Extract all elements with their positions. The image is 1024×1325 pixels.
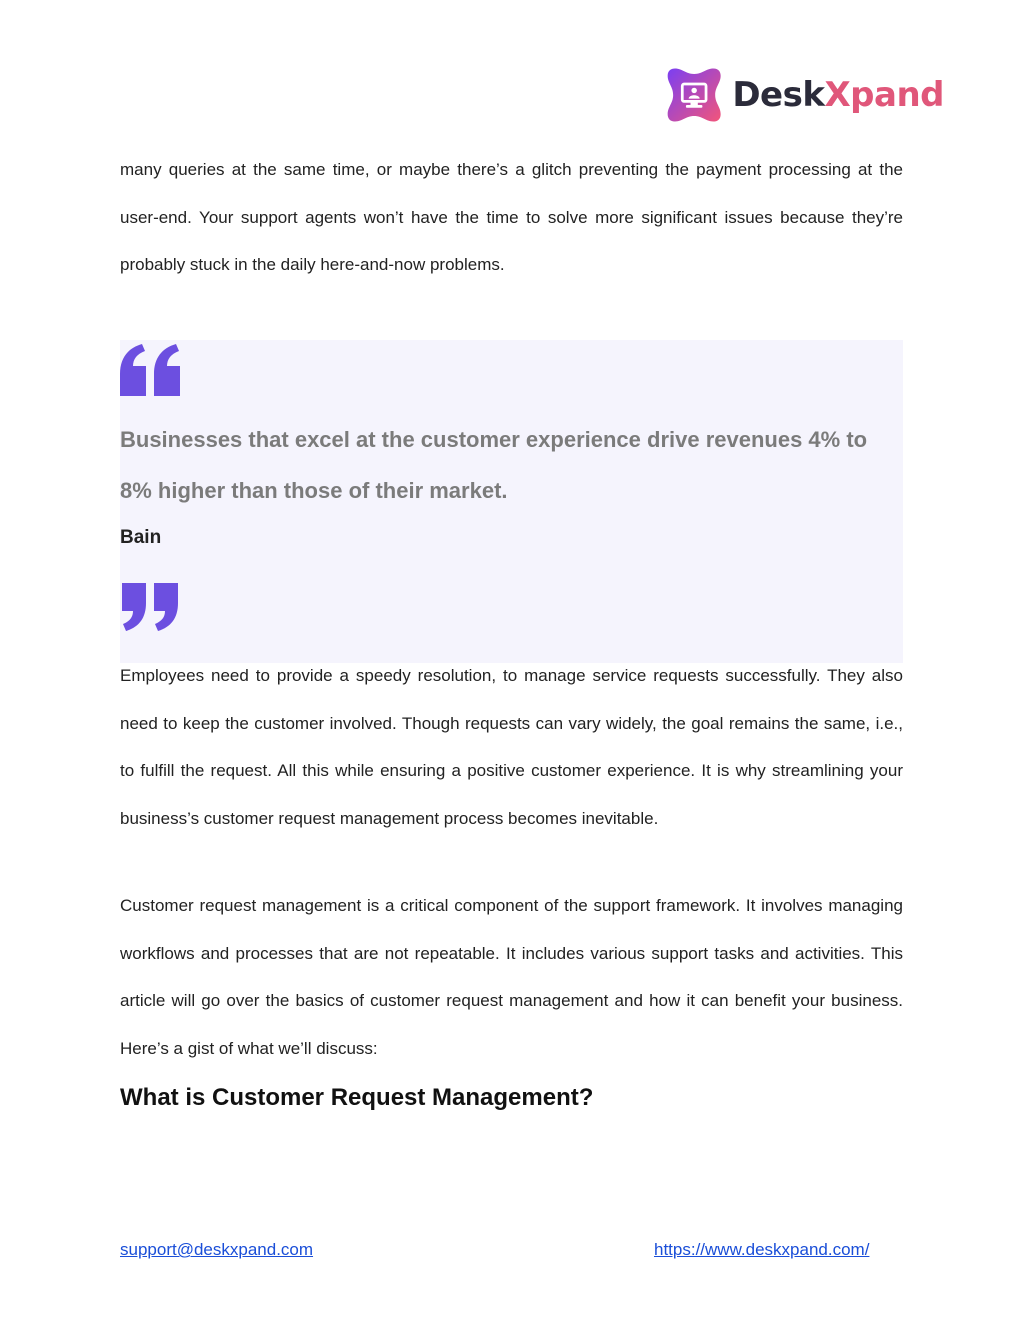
section-heading: What is Customer Request Management? (120, 1084, 594, 1111)
quote-author: Bain (120, 527, 162, 548)
deskxpand-logo (664, 60, 944, 130)
footer-email-link[interactable]: support@deskxpand.com (120, 1240, 314, 1259)
deskxpand-logo-icon (664, 62, 724, 128)
quote-box (120, 340, 903, 663)
body-paragraph-1: Employees need to provide a speedy resolution, to manage service requests successfully. They also need to keep the customer involved. Though requests can vary widely, the goal remains the same, i.e., to fulfill the request. All this while ensuring a positive customer experience. It is why streamlining your business’s customer request management process becomes inevitable. (120, 666, 903, 828)
closing-quote-icon (122, 583, 178, 631)
footer-website-link[interactable]: https://www.deskxpand.com/ (654, 1240, 870, 1259)
intro-paragraph: many queries at the same time, or maybe there’s a glitch preventing the payment processing at the user-end. Your support agents won’t have the time to solve more significant issues because they’re probably stuck in the daily here-and-now problems. (120, 160, 903, 274)
logo-word-desk: Desk (732, 75, 825, 115)
quote-text: Businesses that excel at the customer experience drive revenues 4% to 8% higher than those of their market. (120, 427, 868, 503)
body-paragraph-2: Customer request management is a critical component of the support framework. It involves managing workflows and processes that are not repeatable. It includes various support tasks and activities. This article will go over the basics of customer request management and how it can benefit your business. Here’s a gist of what we’ll discuss: (120, 896, 903, 1058)
opening-quote-icon (120, 344, 182, 396)
logo-word-xpand: Xpand (824, 75, 944, 115)
logo-wordmark (732, 75, 944, 115)
